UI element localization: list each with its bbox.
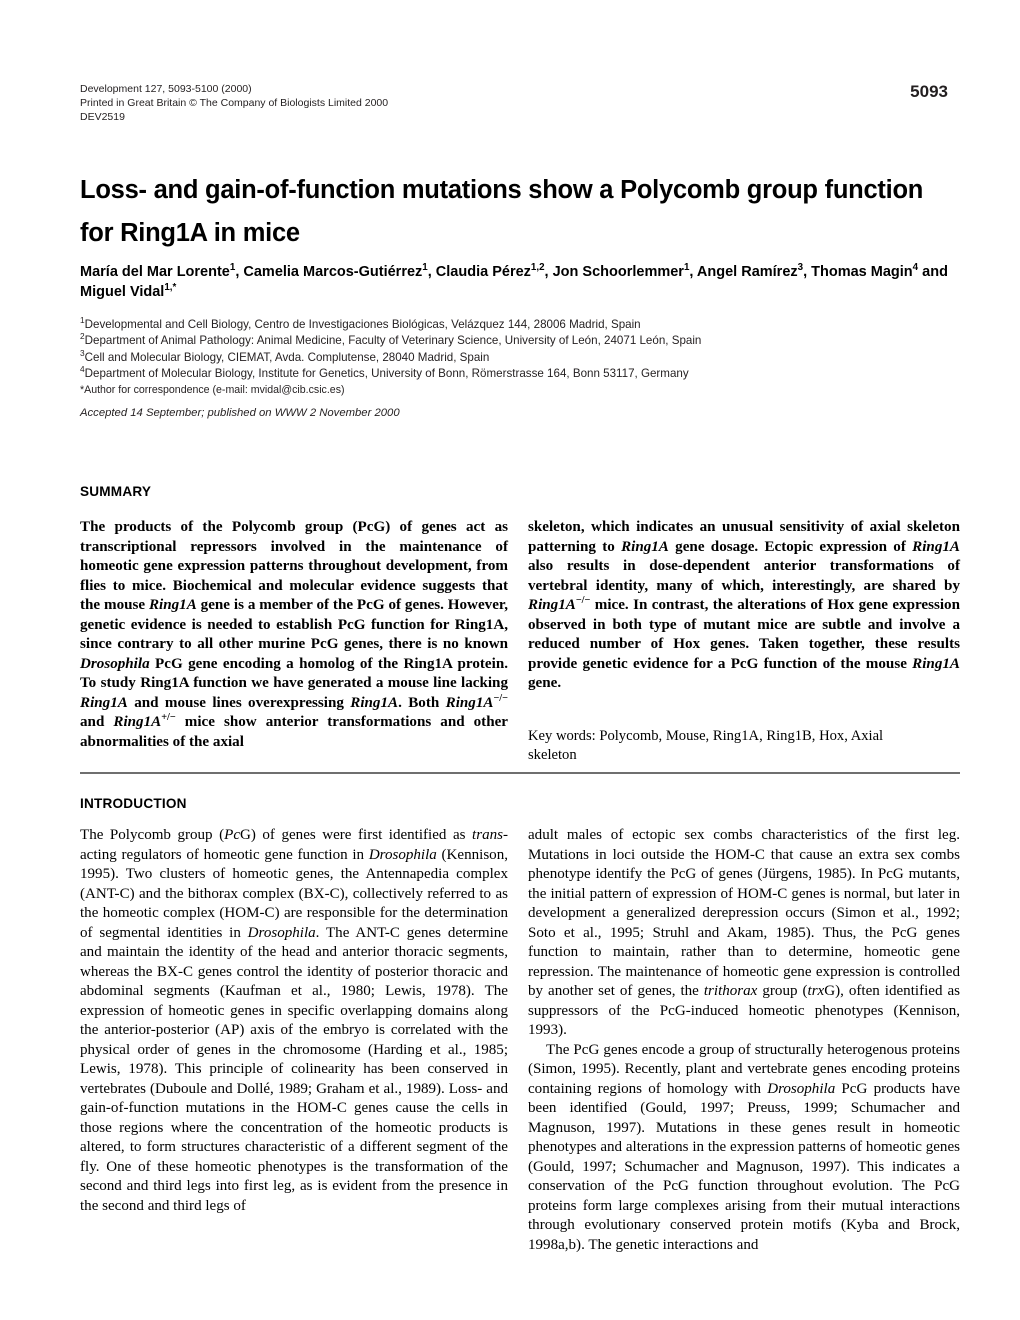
- affiliation-list: [80, 317, 965, 383]
- introduction-heading: INTRODUCTION: [80, 796, 187, 811]
- acceptance-date: Accepted 14 September; published on WWW 2 November 2000: [80, 407, 400, 419]
- section-divider: [80, 772, 960, 774]
- article-title: Loss- and gain-of-function mutations show a Polycomb group function for Ring1A in mice: [80, 176, 924, 248]
- summary-column-right: skeleton, which indicates an unusual sensitivity of axial skeleton patterning to Ring1A gene dosage. Ectopic expression of Ring1A also results in dose-dependent anterior transformations of vertebral identity, many of which, interestingly, are shared by Ring1A−/− mice. In contrast, the alterations of Hox gene expression observed in both type of mutant mice are subtle and involve a reduced number of Hox genes. Taken together, these results provide genetic evidence for a PcG function of the mouse Ring1A gene.: [528, 519, 960, 692]
- affiliation-item: $^2$Department of Animal Pathology: Animal Medicine, Faculty of Veterinary Science, University of León, 24071 León, Spain: [80, 331, 702, 348]
- affiliation-item: $^1$Developmental and Cell Biology, Centro de Investigaciones Biológicas, Velázquez 144, 28006 Madrid, Spain: [80, 315, 641, 331]
- journal-running-head: [80, 82, 700, 125]
- journal-copyright-line: Printed in Great Britain © The Company of Biologists Limited 2000: [80, 97, 389, 110]
- affiliation-item: $^3$Cell and Molecular Biology, CIEMAT, Avda. Complutense, 28040 Madrid, Spain: [80, 347, 490, 364]
- summary-heading: SUMMARY: [80, 484, 152, 499]
- affiliation-item: $^4$Department of Molecular Biology, Institute for Genetics, University of Bonn, Römerstrasse 164, Bonn 53117, Germany: [80, 364, 689, 381]
- summary-column-left: The products of the Polycomb group (PcG) of genes act as transcriptional repressors involved in the maintenance of homeotic gene expression patterns throughout development, from flies to mice. Biochemical and molecular evidence suggests that the mouse Ring1A gene is a member of the PcG of genes. However, genetic evidence is needed to establish PcG function for Ring1A, since contrary to all other murine PcG genes, there is no known Drosophila PcG gene encoding a homolog of the Ring1A protein. To study Ring1A function we have generated a mouse line lacking Ring1A and mouse lines overexpressing Ring1A. Both Ring1A−/− and Ring1A+/− mice show anterior transformations and other abnormalities of the axial: [80, 519, 508, 751]
- author-list: María del Mar Lorente$^1$, Camelia Marcos-Gutiérrez$^1$, Claudia Pérez$^{1,2}$, Jon Schoorlemmer$^1$, Angel Ramírez$^3$, Thomas Magin$^4$ and Miguel Vidal$^{1,*}$: [80, 262, 948, 300]
- paragraph: adult males of ectopic sex combs characteristics of the first leg. Mutations in loci outside the HOM-C that cause an extra sex combs phenotype identify the PcG of genes (Jürgens, 1985). In PcG mutants, the initial pattern of expression of HOM-C genes is normal, but later in development a generalized derepression occurs (Simon et al., 1992; Soto et al., 1995; Struhl and Akam, 1985). Thus, the PcG genes function to maintain, rather than to determine, homeotic gene repression. The maintenance of homeotic gene expression is controlled by another set of genes, the trithorax group (trxG), often identified as suppressors of the PcG-induced homeotic phenotypes (Kennison, 1993).: [528, 827, 961, 1039]
- introduction-column-left: [80, 826, 508, 1216]
- paragraph: The PcG genes encode a group of structurally heterogenous proteins (Simon, 1995). Recently, plant and vertebrate genes encoding proteins containing regions of homology with Drosophila PcG products have been identified (Gould, 1997; Preuss, 1999; Schumacher and Magnuson, 1997). Mutations in these genes result in homeotic phenotypes and alterations in the expression patterns of homeotic genes (Gould, 1997; Schumacher and Magnuson, 1997). This indicates a conservation of the PcG function throughout evolution. The PcG proteins form large complexes arising from their mutual interactions through evolutionary conserved protein motifs (Kyba and Brock, 1998a,b). The genetic interactions and: [528, 1041, 961, 1253]
- introduction-column-right: [528, 826, 960, 1255]
- journal-citation-line: Development 127, 5093-5100 (2000): [80, 83, 252, 95]
- corresponding-author-note: *Author for correspondence (e-mail: mvidal@cib.csic.es): [80, 384, 345, 396]
- keywords: Key words: Polycomb, Mouse, Ring1A, Ring1B, Hox, Axial skeleton: [528, 728, 884, 764]
- paragraph: The Polycomb group (PcG) of genes were first identified as trans-acting regulators of homeotic gene function in Drosophila (Kennison, 1995). Two clusters of homeotic genes, the Antennapedia complex (ANT-C) and the bithorax complex (BX-C), collectively referred to as the homeotic complex (HOM-C) are responsible for the determination of segmental identities in Drosophila. The ANT-C genes determine and maintain the identity of the head and anterior thoracic segments, whereas the BX-C genes control the identity of posterior thoracic and abdominal segments (Kaufman et al., 1980; Lewis, 1978). The expression of homeotic genes in specific overlapping domains along the anterior-posterior (AP) axis of the embryo is correlated with the physical order of genes in the chromosome (Harding et al., 1985; Lewis, 1978). This principle of colinearity has been conserved in vertebrates (Duboule and Dollé, 1989; Graham et al., 1989). Loss- and gain-of-function mutations in the HOM-C genes cause the cells in those regions where the concentration of the homeotic products is altered, to form structures characteristic of a different segment of the fly. One of these homeotic phenotypes is the transformation of the second and third legs into first leg, as is evident from the presence in the second and third legs of: [80, 827, 508, 1214]
- page-number: 5093: [910, 82, 948, 101]
- manuscript-id: DEV2519: [80, 111, 125, 124]
